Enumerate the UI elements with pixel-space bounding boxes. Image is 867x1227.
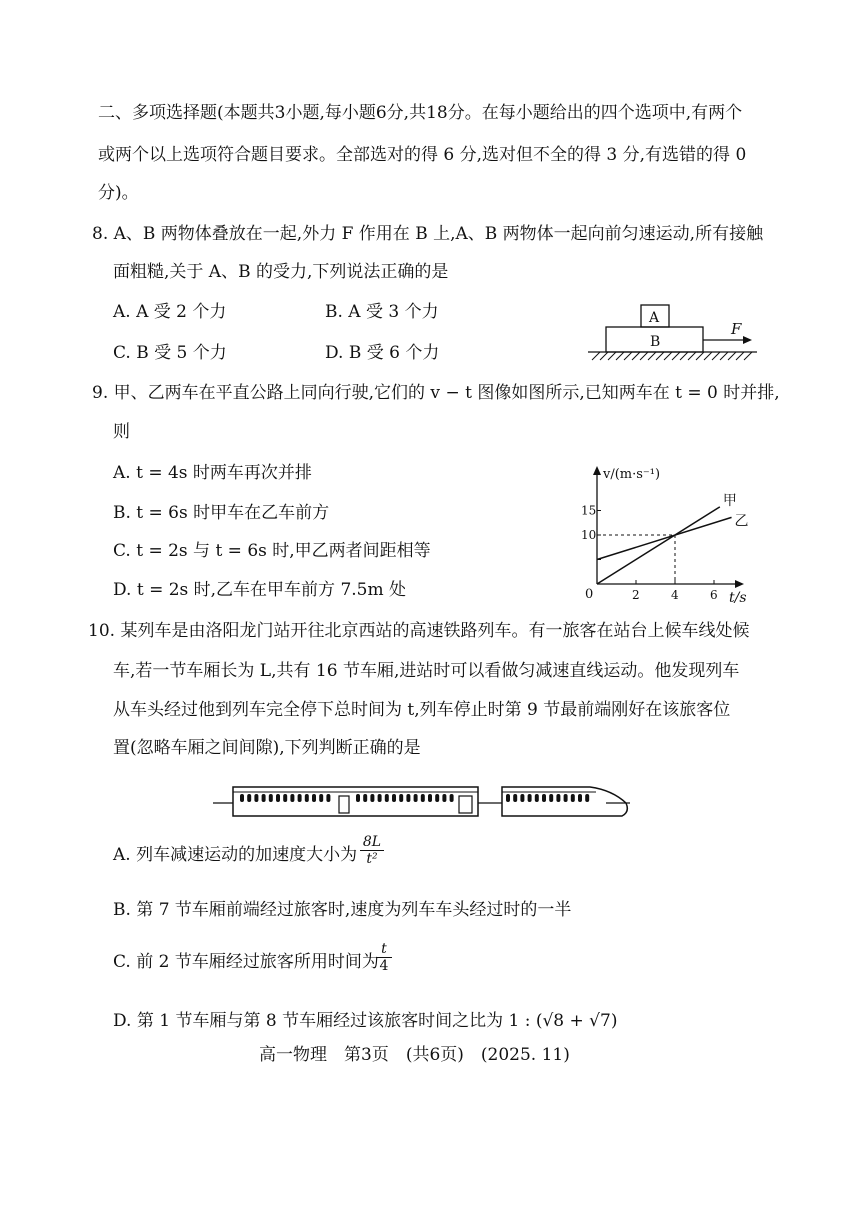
section-header-line-2: 或两个以上选项符合题目要求。全部选对的得 6 分,选对但不全的得 3 分,有选错的得 0 xyxy=(98,145,747,165)
train-window xyxy=(528,794,532,802)
origin-label: 0 xyxy=(585,587,594,602)
train-window xyxy=(385,794,389,802)
x-tick-label: 2 xyxy=(632,588,640,602)
train-window xyxy=(290,794,294,802)
train-window xyxy=(442,794,446,802)
fraction-denominator: t² xyxy=(360,850,384,867)
q8-option-a: A. A 受 2 个力 xyxy=(113,302,227,322)
q9-option-a: A. t = 4s 时两车再次并排 xyxy=(113,463,312,483)
q10-stem-line-1: 10. 某列车是由洛阳龙门站开往北京西站的高速铁路列车。有一旅客在站台上候车线处候 xyxy=(88,621,750,641)
q10-stem-line-2: 车,若一节车厢长为 L,共有 16 节车厢,进站时可以看做匀减速直线运动。他发现列车 xyxy=(113,661,740,681)
q10-option-c: C. 前 2 节车厢经过旅客所用时间为 xyxy=(113,952,379,972)
series-line-jia xyxy=(597,507,720,584)
q8-option-b: B. A 受 3 个力 xyxy=(325,302,439,322)
page-footer: 高一物理 第3页 (共6页) (2025. 11) xyxy=(259,1045,570,1065)
block-b-label: B xyxy=(650,334,661,350)
q10-option-b: B. 第 7 节车厢前端经过旅客时,速度为列车车头经过时的一半 xyxy=(113,900,572,920)
train-window xyxy=(262,794,266,802)
q10-option-a-fraction xyxy=(360,834,384,867)
section-header-line-3: 分)。 xyxy=(98,183,139,203)
train-window xyxy=(240,794,244,802)
q8-option-d: D. B 受 6 个力 xyxy=(325,343,440,363)
train-window xyxy=(378,794,382,802)
train-door-2 xyxy=(459,796,472,813)
section-header-line-1: 二、多项选择题(本题共3小题,每小题6分,共18分。在每小题给出的四个选项中,有两个 xyxy=(98,103,743,123)
train-window xyxy=(276,794,280,802)
train-window xyxy=(312,794,316,802)
x-tick-label: 6 xyxy=(710,588,718,602)
q8-option-c: C. B 受 5 个力 xyxy=(113,343,227,363)
train-door-1 xyxy=(339,796,349,813)
train-window xyxy=(414,794,418,802)
fraction-denominator: 4 xyxy=(376,957,392,974)
q10-option-c-fraction xyxy=(376,941,392,974)
train-window xyxy=(564,794,568,802)
train-window xyxy=(428,794,432,802)
q10-option-d: D. 第 1 节车厢与第 8 节车厢经过该旅客时间之比为 1 : (√8 + √7) xyxy=(113,1011,618,1031)
train-window xyxy=(254,794,258,802)
series-line-yi xyxy=(597,517,732,559)
fraction-numerator: t xyxy=(381,941,387,957)
train-window xyxy=(421,794,425,802)
train-window xyxy=(450,794,454,802)
train-window xyxy=(571,794,575,802)
train-window xyxy=(556,794,560,802)
y-tick-label: 15 xyxy=(581,503,597,518)
train-window xyxy=(506,794,510,802)
q9-option-c: C. t = 2s 与 t = 6s 时,甲乙两者间距相等 xyxy=(113,541,431,561)
train-window xyxy=(356,794,360,802)
train-window xyxy=(535,794,539,802)
q10-stem-line-3: 从车头经过他到列车完全停下总时间为 t,列车停止时第 9 节最前端刚好在该旅客位 xyxy=(113,700,731,720)
q9-stem-line-1: 9. 甲、乙两车在平直公路上同向行驶,它们的 v − t 图像如图所示,已知两车在 t = 0 时并排, xyxy=(92,383,780,403)
train-window xyxy=(305,794,309,802)
ground-hatching xyxy=(592,352,752,360)
train-window xyxy=(520,794,524,802)
force-label: F xyxy=(731,320,742,338)
train-window xyxy=(435,794,439,802)
q9-option-b: B. t = 6s 时甲车在乙车前方 xyxy=(113,503,330,523)
train-window xyxy=(406,794,410,802)
train-window xyxy=(326,794,330,802)
q10-stem-line-4: 置(忽略车厢之间间隙),下列判断正确的是 xyxy=(113,738,421,758)
x-axis-arrow xyxy=(735,580,744,588)
train-window xyxy=(363,794,367,802)
train-window xyxy=(399,794,403,802)
series-label: 甲 xyxy=(722,492,737,509)
train-window xyxy=(392,794,396,802)
q8-blocks-figure xyxy=(588,305,757,360)
train-window xyxy=(269,794,273,802)
train-window xyxy=(283,794,287,802)
series-label: 乙 xyxy=(734,513,749,530)
y-axis-label: v/(m·s⁻¹) xyxy=(603,467,661,482)
q10-option-a: A. 列车减速运动的加速度大小为 xyxy=(113,845,358,865)
train-figure xyxy=(213,787,630,816)
train-windows-1 xyxy=(240,794,454,802)
q8-stem-line-2: 面粗糙,关于 A、B 的受力,下列说法正确的是 xyxy=(113,262,449,282)
q8-stem-line-1: 8. A、B 两物体叠放在一起,外力 F 作用在 B 上,A、B 两物体一起向前匀速运动,所有接触 xyxy=(92,224,764,244)
q9-option-d: D. t = 2s 时,乙车在甲车前方 7.5m 处 xyxy=(113,580,407,600)
train-window xyxy=(319,794,323,802)
q9-stem-line-2: 则 xyxy=(113,422,130,442)
train-window xyxy=(549,794,553,802)
force-arrow-head xyxy=(743,336,752,344)
train-window xyxy=(370,794,374,802)
vt-chart xyxy=(581,466,749,606)
x-tick-label: 4 xyxy=(671,588,679,602)
y-tick-label: 10 xyxy=(581,528,597,542)
train-window xyxy=(298,794,302,802)
train-window xyxy=(247,794,251,802)
train-windows-2 xyxy=(506,794,589,802)
train-window xyxy=(542,794,546,802)
block-a-label: A xyxy=(649,310,660,326)
y-axis-arrow xyxy=(593,466,601,475)
train-window xyxy=(578,794,582,802)
x-axis-label: t/s xyxy=(729,590,747,606)
train-window xyxy=(513,794,517,802)
train-window xyxy=(585,794,589,802)
fraction-numerator: 8L xyxy=(362,834,382,850)
